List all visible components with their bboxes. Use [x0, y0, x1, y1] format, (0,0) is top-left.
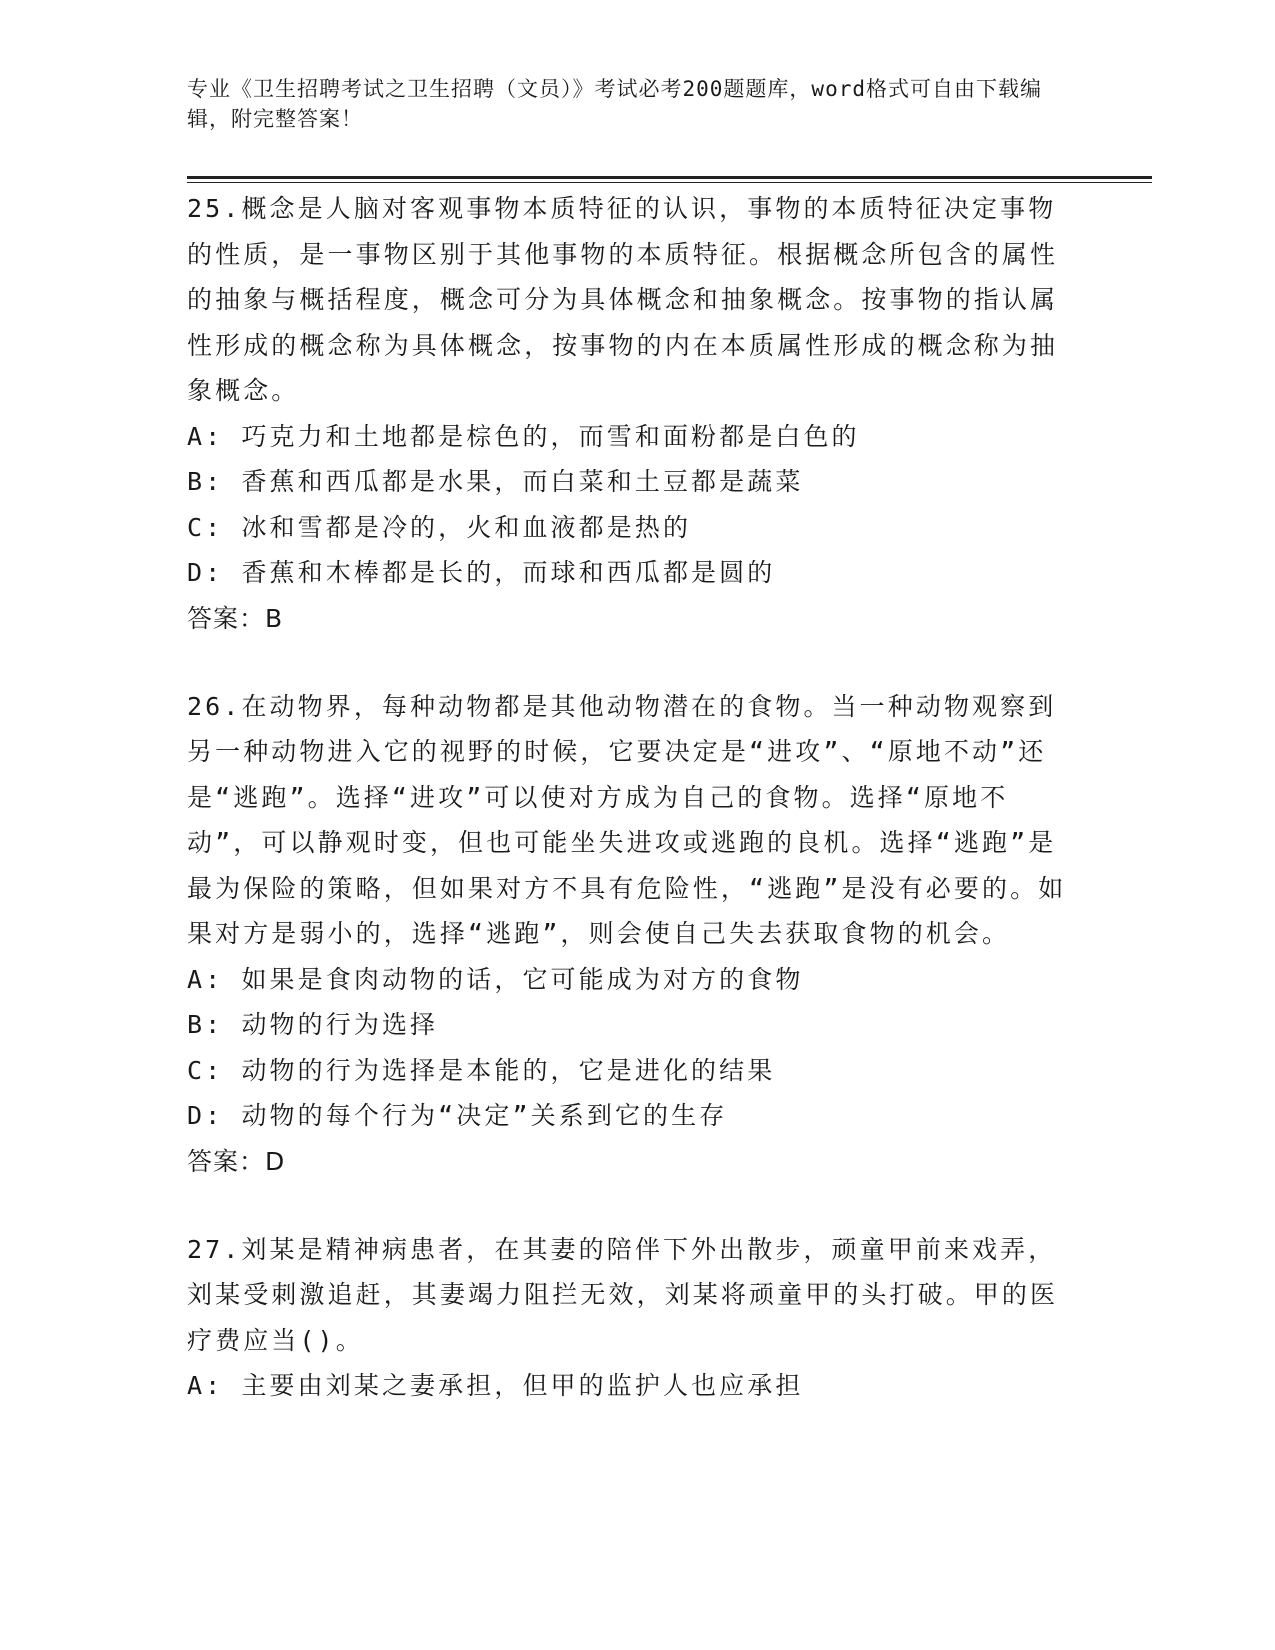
option-a: A: 如果是食肉动物的话，它可能成为对方的食物 [187, 964, 804, 994]
header-divider-thick [187, 176, 1152, 179]
answer-label: 答案：D [187, 1146, 286, 1176]
option-d: D: 香蕉和木棒都是长的，而球和西瓜都是圆的 [187, 558, 776, 587]
option-a: A: 巧克力和土地都是棕色的，而雪和面粉都是白色的 [187, 421, 860, 451]
question-list [187, 186, 1077, 1451]
option-c: C: 动物的行为选择是本能的，它是进化的结果 [187, 1055, 776, 1085]
question-27 [187, 1227, 1077, 1409]
question-26 [187, 684, 1077, 1185]
option-c: C: 冰和雪都是冷的，火和血液都是热的 [187, 512, 692, 542]
option-b: B: 动物的行为选择 [187, 1010, 439, 1039]
option-d: D: 动物的每个行为“决定”关系到它的生存 [187, 1101, 728, 1130]
question-text: 27.刘某是精神病患者，在其妻的陪伴下外出散步，顽童甲前来戏弄，刘某受刺激追赶，其妻竭力阻拦无效，刘某将顽童甲的头打破。甲的医疗费应当()。 [187, 1234, 1059, 1355]
page-header: 专业《卫生招聘考试之卫生招聘（文员）》考试必考200题题库，word格式可自由下载编辑，附完整答案！ [187, 77, 1042, 131]
question-text: 26.在动物界，每种动物都是其他动物潜在的食物。当一种动物观察到另一种动物进入它的视野的时候，它要决定是“进攻”、“原地不动”还是“逃跑”。选择“进攻”可以使对方成为自己的食物。选择“原地不动”，可以静观时变，但也可能坐失进攻或逃跑的良机。选择“逃跑”是最为保险的策略，但如果对方不具有危险性，“逃跑”是没有必要的。如果对方是弱小的，选择“逃跑”，则会使自己失去获取食物的机会。 [187, 691, 1067, 948]
question-25 [187, 186, 1077, 642]
option-a: A: 主要由刘某之妻承担，但甲的监护人也应承担 [187, 1371, 804, 1400]
option-b: B: 香蕉和西瓜都是水果，而白菜和土豆都是蔬菜 [187, 467, 804, 496]
answer-label: 答案：B [187, 603, 284, 633]
question-text: 25.概念是人脑对客观事物本质特征的认识，事物的本质特征决定事物的性质，是一事物区别于其他事物的本质特征。根据概念所包含的属性的抽象与概括程度，概念可分为具体概念和抽象概念。按事物的指认属性形成的概念称为具体概念，按事物的内在本质属性形成的概念称为抽象概念。 [187, 194, 1059, 405]
header-divider-thin [187, 182, 1152, 183]
